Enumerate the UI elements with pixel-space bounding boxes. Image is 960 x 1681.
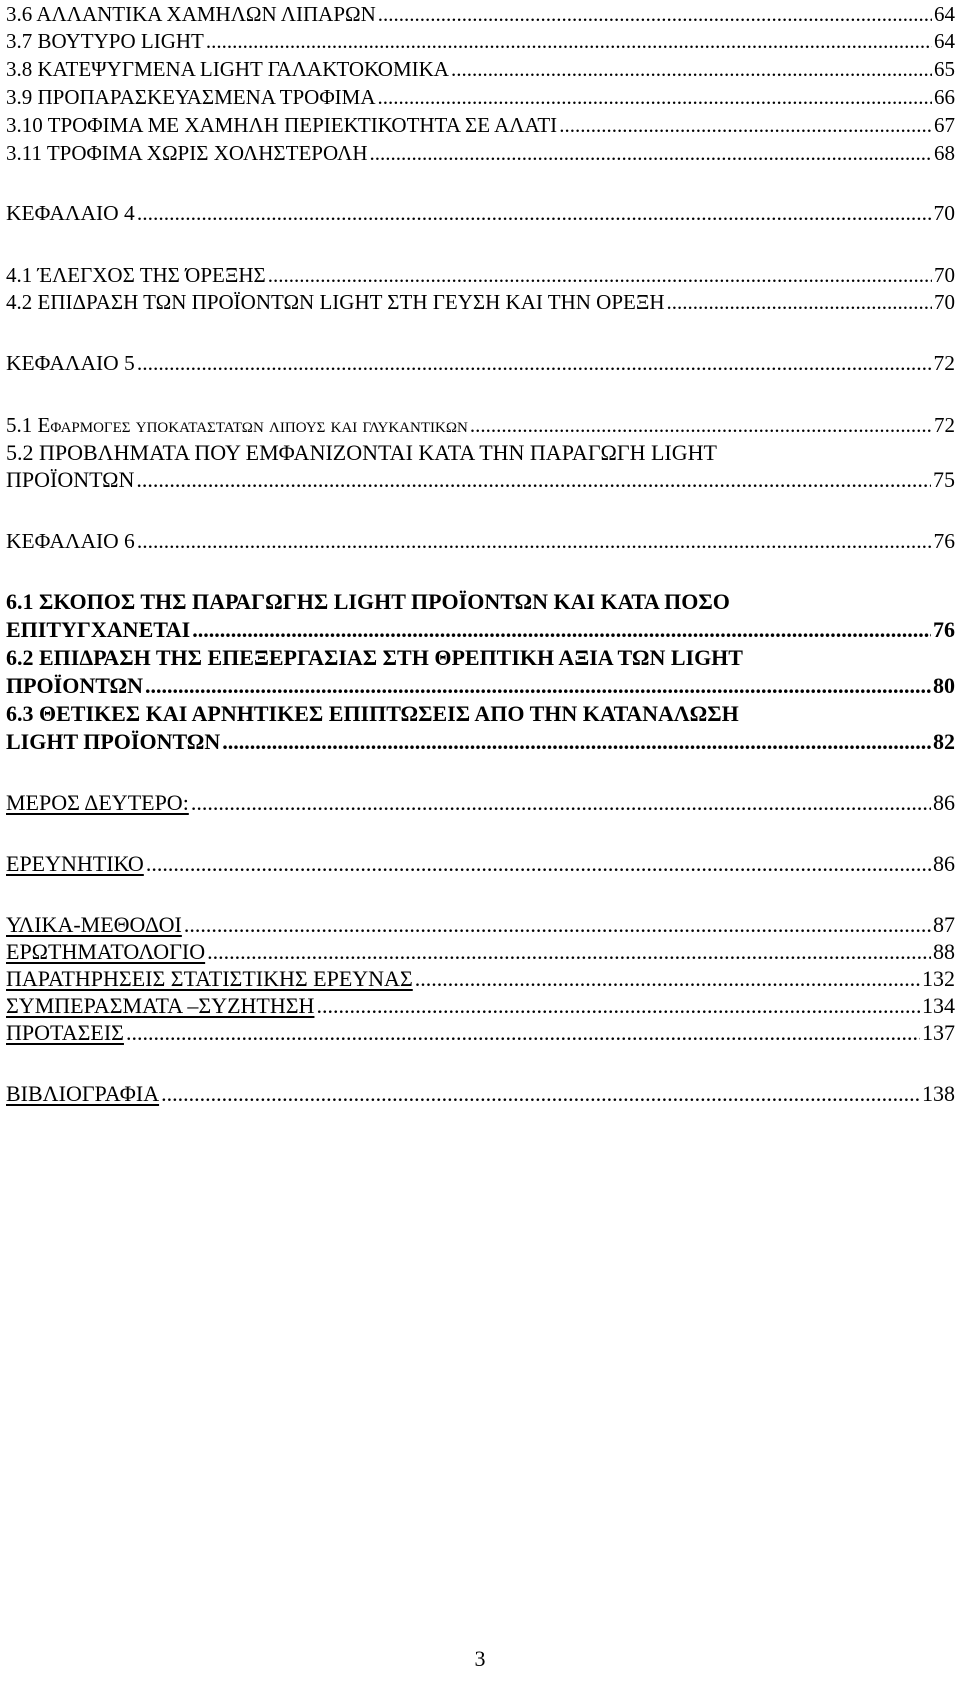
toc-entry-6-3[interactable] — [6, 729, 955, 755]
toc-entry-page: 64 — [934, 29, 955, 53]
dot-leader — [137, 350, 932, 376]
toc-entry-page: 76 — [933, 617, 955, 642]
toc-entry-page: 70 — [933, 201, 955, 225]
toc-entry-page: 88 — [933, 939, 955, 964]
toc-entry-title: ΠΡΟΪΟΝΤΩΝ — [6, 673, 144, 698]
dot-leader — [206, 28, 932, 54]
toc-entry-page: 80 — [933, 673, 955, 698]
dot-leader — [470, 412, 932, 438]
dot-leader — [451, 56, 932, 82]
dot-leader — [370, 140, 932, 166]
toc-entry-title: 3.10 ΤΡΟΦΙΜΑ ΜΕ ΧΑΜΗΛΗ ΠΕΡΙΕΚΤΙΚΟΤΗΤΑ ΣΕ ΑΛΑΤΙ — [6, 113, 558, 137]
toc-entry-page: 138 — [922, 1081, 955, 1106]
toc-entry-title: 4.1 ΈΛΕΓΧΟΣ ΤΗΣ ΌΡΕΞΗΣ — [6, 263, 266, 287]
toc-entry-page: 137 — [922, 1020, 955, 1045]
toc-entry-3-7[interactable] — [6, 28, 955, 54]
dot-leader — [126, 1020, 920, 1046]
toc-entry-title: 4.2 ΕΠΙΔΡΑΣΗ ΤΩΝ ΠΡΟΪΟΝΤΩΝ LIGHT ΣΤΗ ΓΕΥΣΗ ΚΑΙ ΤΗΝ ΟΡΕΞΗ — [6, 290, 665, 314]
toc-entry-page: 75 — [933, 467, 955, 492]
toc-entry-6-2[interactable] — [6, 673, 955, 699]
toc-entry-3-6[interactable] — [6, 1, 955, 27]
toc-entry-conclusions[interactable] — [6, 993, 955, 1019]
toc-entry-title: 3.11 ΤΡΟΦΙΜΑ ΧΩΡΙΣ ΧΟΛΗΣΤΕΡΟΛΗ — [6, 141, 368, 165]
toc-entry-title: ΕΠΙΤΥΓΧΑΝΕΤΑΙ — [6, 617, 191, 642]
toc-entry-title: Εφαρμογες υποκαταστατων λιπους και γλυκαντικων — [37, 413, 468, 437]
toc-entry-title: ΜΕΡΟΣ ΔΕΥΤΕΡΟ: — [6, 790, 189, 815]
dot-leader — [136, 467, 931, 493]
dot-leader — [137, 528, 932, 554]
toc-entry-5-2[interactable] — [6, 467, 955, 493]
toc-entry-page: 70 — [934, 290, 955, 314]
dot-leader — [222, 729, 931, 755]
toc-entry-page: 66 — [934, 85, 955, 109]
toc-entry-title: ΠΑΡΑΤΗΡΗΣΕΙΣ ΣΤΑΤΙΣΤΙΚΗΣ ΕΡΕΥΝΑΣ — [6, 966, 413, 991]
toc-entry-materials-methods[interactable] — [6, 912, 955, 938]
toc-entry-4-2[interactable] — [6, 289, 955, 315]
toc-entry-page: 86 — [933, 851, 955, 876]
toc-entry-title: 3.9 ΠΡΟΠΑΡΑΣΚΕΥΑΣΜΕΝΑ ΤΡΟΦΙΜΑ — [6, 85, 376, 109]
toc-entry-page: 70 — [934, 263, 955, 287]
toc-entry-title: ΒΙΒΛΙΟΓΡΑΦΙΑ — [6, 1081, 160, 1106]
toc-entry-5-2-line1[interactable]: 5.2 ΠΡΟΒΛΗΜΑΤΑ ΠΟΥ ΕΜΦΑΝΙΖΟΝΤΑΙ ΚΑΤΑ ΤΗΝ ΠΑΡΑΓΩΓΗ LIGHT — [6, 440, 717, 465]
toc-entry-research[interactable] — [6, 851, 955, 877]
dot-leader — [146, 851, 931, 877]
toc-entry-5-1[interactable] — [6, 412, 955, 438]
toc-entry-proposals[interactable] — [6, 1020, 955, 1046]
toc-entry-3-9[interactable] — [6, 84, 955, 110]
toc-entry-questionnaire[interactable] — [6, 939, 955, 965]
toc-entry-bibliography[interactable] — [6, 1081, 955, 1107]
dot-leader — [145, 673, 931, 699]
dot-leader — [137, 200, 932, 226]
dot-leader — [268, 262, 932, 288]
toc-entry-page: 67 — [934, 113, 955, 137]
toc-entry-page: 64 — [934, 2, 955, 26]
toc-entry-3-8[interactable] — [6, 56, 955, 82]
toc-entry-title: ΥΛΙΚΑ-ΜΕΘΟΔΟΙ — [6, 912, 182, 937]
dot-leader — [191, 790, 931, 816]
toc-entry-page: 134 — [922, 993, 955, 1018]
toc-entry-6-1-line1[interactable]: 6.1 ΣΚΟΠΟΣ ΤΗΣ ΠΑΡΑΓΩΓΗΣ LIGHT ΠΡΟΪΟΝΤΩΝ ΚΑΙ ΚΑΤΑ ΠΟΣΟ — [6, 589, 730, 614]
dot-leader — [378, 1, 932, 27]
toc-entry-title: ΠΡΟΤΑΣΕΙΣ — [6, 1020, 124, 1045]
dot-leader — [184, 912, 931, 938]
toc-entry-title: ΚΕΦΑΛΑΙΟ 6 — [6, 529, 135, 553]
toc-entry-chapter-6[interactable] — [6, 528, 955, 554]
toc-entry-4-1[interactable] — [6, 262, 955, 288]
dot-leader — [161, 1081, 920, 1107]
toc-entry-6-2-line1[interactable]: 6.2 ΕΠΙΔΡΑΣΗ ΤΗΣ ΕΠΕΞΕΡΓΑΣΙΑΣ ΣΤΗ ΘΡΕΠΤΙΚΗ ΑΞΙΑ ΤΩΝ LIGHT — [6, 645, 743, 670]
toc-entry-title: ΚΕΦΑΛΑΙΟ 4 — [6, 201, 135, 225]
toc-entry-title: ΚΕΦΑΛΑΙΟ 5 — [6, 351, 135, 375]
toc-entry-page: 86 — [933, 790, 955, 815]
toc-entry-title: ΣΥΜΠΕΡΑΣΜΑΤΑ –ΣΥΖΗΤΗΣΗ — [6, 993, 315, 1018]
dot-leader — [559, 112, 932, 138]
dot-leader — [667, 289, 933, 315]
page-number: 3 — [474, 1646, 486, 1671]
toc-entry-6-1[interactable] — [6, 617, 955, 643]
toc-entry-page: 68 — [934, 141, 955, 165]
toc-entry-title: 3.8 ΚΑΤΕΨΥΓΜΕΝΑ LIGHT ΓΑΛΑΚΤΟΚΟΜΙΚΑ — [6, 57, 449, 81]
toc-entry-page: 82 — [933, 729, 955, 754]
toc-entry-3-11[interactable] — [6, 140, 955, 166]
toc-entry-title: ΕΡΕΥΝΗΤΙΚΟ — [6, 851, 144, 876]
toc-entry-3-10[interactable] — [6, 112, 955, 138]
toc-entry-page: 132 — [922, 966, 955, 991]
toc-entry-title: 3.6 ΑΛΛΑΝΤΙΚΑ ΧΑΜΗΛΩΝ ΛΙΠΑΡΩΝ — [6, 2, 376, 26]
toc-entry-chapter-5[interactable] — [6, 350, 955, 376]
toc-entry-page: 65 — [934, 57, 955, 81]
dot-leader — [316, 993, 920, 1019]
toc-entry-6-3-line1[interactable]: 6.3 ΘΕΤΙΚΕΣ ΚΑΙ ΑΡΝΗΤΙΚΕΣ ΕΠΙΠΤΩΣΕΙΣ ΑΠΟ ΤΗΝ ΚΑΤΑΝΑΛΩΣΗ — [6, 701, 739, 726]
toc-entry-title: ΠΡΟΪΟΝΤΩΝ — [6, 467, 135, 492]
dot-leader — [415, 966, 920, 992]
toc-entry-title: ΕΡΩΤΗΜΑΤΟΛΟΓΙΟ — [6, 939, 206, 964]
toc-entry-page: 72 — [934, 413, 955, 437]
toc-entry-part-two[interactable] — [6, 790, 955, 816]
toc-entry-chapter-4[interactable] — [6, 200, 955, 226]
dot-leader — [378, 84, 933, 110]
toc-entry-observations[interactable] — [6, 966, 955, 992]
toc-entry-title: 3.7 ΒΟΥΤΥΡΟ LIGHT — [6, 29, 204, 53]
dot-leader — [207, 939, 931, 965]
toc-entry-page: 76 — [933, 529, 955, 553]
dot-leader — [192, 617, 931, 643]
toc-entry-page: 72 — [933, 351, 955, 375]
toc-entry-number: 5.1 — [6, 413, 38, 437]
toc-entry-page: 87 — [933, 912, 955, 937]
toc-entry-title: LIGHT ΠΡΟΪΟΝΤΩΝ — [6, 729, 221, 754]
